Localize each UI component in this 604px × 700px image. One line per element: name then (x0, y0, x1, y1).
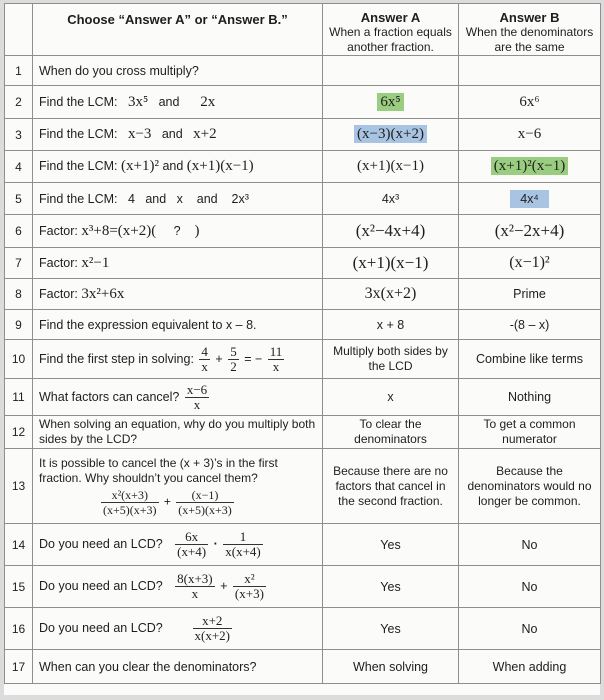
row14-prefix: Do you need an LCD? (39, 536, 163, 551)
row14-f1-num: 6x (175, 530, 208, 545)
row16-answer-a-cell[interactable] (323, 608, 459, 650)
header-answer-b: Answer B (499, 10, 560, 25)
row8-answer-b-cell[interactable] (459, 279, 601, 310)
table-row (5, 608, 601, 650)
row9-answer-a[interactable]: x + 8 (376, 317, 405, 332)
table-row (5, 310, 601, 340)
worksheet (4, 3, 600, 695)
row13-f2-den: (x+5)(x+3) (178, 502, 232, 517)
row15-prefix: Do you need an LCD? (39, 578, 163, 593)
row14-answer-a-cell[interactable] (323, 524, 459, 566)
row13-f2-num: (x−1) (176, 488, 234, 503)
row14-op: · (213, 536, 218, 551)
row11-answer-b-cell[interactable] (459, 379, 601, 416)
row-number: 9 (5, 310, 33, 340)
row11-answer-b[interactable]: Nothing (507, 390, 552, 404)
row6-expr: x³+8=(x+2)( (81, 222, 157, 239)
row11-question (33, 379, 323, 416)
row-number: 17 (5, 650, 33, 684)
table-row (5, 56, 601, 86)
row7-answer-b-cell[interactable] (459, 248, 601, 279)
row17-answer-a-cell[interactable] (323, 650, 459, 684)
row14-answer-b-cell[interactable] (459, 524, 601, 566)
row4-answer-b[interactable]: (x+1)²(x−1) (491, 157, 568, 175)
row6-answer-b[interactable]: (x²−2x+4) (494, 221, 565, 240)
row2-answer-b[interactable]: 6x⁶ (519, 93, 540, 110)
row16-answer-b-cell[interactable] (459, 608, 601, 650)
header-row (5, 4, 601, 56)
row11-prefix: What factors can cancel? (39, 389, 180, 404)
table-row (5, 279, 601, 310)
row8-expr: 3x²+6x (81, 285, 125, 302)
row-number: 12 (5, 416, 33, 449)
row11-f-den: x (193, 396, 201, 412)
row-number: 16 (5, 608, 33, 650)
row16-f-num: x+2 (193, 614, 233, 629)
row-number: 11 (5, 379, 33, 416)
row10-f3-den: x (272, 358, 280, 374)
table-row (5, 119, 601, 151)
row2-question (33, 86, 323, 119)
row17-answer-b-cell[interactable] (459, 650, 601, 684)
row2-answer-b-cell[interactable] (459, 86, 601, 119)
row4-answer-b-cell[interactable] (459, 151, 601, 183)
row12-answer-a-cell[interactable] (323, 416, 459, 449)
row10-answer-a-cell[interactable] (323, 340, 459, 379)
row7-expr: x²−1 (81, 254, 110, 271)
header-answer-a-cell (323, 4, 459, 56)
table-row (5, 183, 601, 215)
row9-question: Find the expression equivalent to x – 8. (33, 310, 323, 340)
row14-answer-a[interactable]: Yes (380, 537, 401, 552)
row11-answer-a[interactable]: x (387, 390, 394, 404)
row6-answer-b-cell[interactable] (459, 215, 601, 248)
row16-fraction (193, 614, 233, 643)
row15-answer-b-cell[interactable] (459, 566, 601, 608)
row7-answer-a-cell[interactable] (323, 248, 459, 279)
table-row (5, 215, 601, 248)
row9-answer-a-cell[interactable] (323, 310, 459, 340)
row16-f-den: x(x+2) (194, 628, 230, 643)
row2-prefix: Find the LCM: (39, 94, 118, 109)
row14-answer-b[interactable]: No (521, 537, 538, 552)
row-number: 8 (5, 279, 33, 310)
row7-answer-b[interactable]: (x−1)² (509, 254, 550, 271)
row6-answer-a[interactable]: (x²−4x+4) (355, 221, 426, 240)
row10-fraction-3 (268, 345, 285, 374)
row2-answer-a-cell[interactable] (323, 86, 459, 119)
row10-fraction-2 (228, 345, 239, 374)
row12-answer-b[interactable]: To get a common numerator (483, 417, 576, 446)
row13-expression (39, 488, 319, 517)
row7-prefix: Factor: (39, 255, 78, 270)
row8-answer-a-cell[interactable] (323, 279, 459, 310)
row14-question (33, 524, 323, 566)
row-number: 1 (5, 56, 33, 86)
row11-answer-a-cell[interactable] (323, 379, 459, 416)
row7-question (33, 248, 323, 279)
row-number: 15 (5, 566, 33, 608)
row15-answer-b[interactable]: No (521, 579, 538, 594)
row3-answer-b-cell[interactable] (459, 119, 601, 151)
row15-question (33, 566, 323, 608)
row10-eq: = (244, 351, 252, 366)
row3-prefix: Find the LCM: (39, 127, 118, 141)
row13-fraction-1 (101, 488, 159, 517)
row8-answer-b[interactable]: Prime (513, 287, 546, 301)
row16-prefix: Do you need an LCD? (39, 620, 163, 635)
row14-f2-num: 1 (223, 530, 263, 545)
row4-and: and (162, 159, 184, 173)
row17-question: When can you clear the denominators? (33, 650, 323, 684)
row13-plus: + (163, 494, 171, 509)
table-row (5, 416, 601, 449)
row17-answer-a[interactable]: When solving (352, 659, 429, 674)
row14-f1-den: (x+4) (177, 544, 207, 559)
row1-answer-b[interactable]: When the denominators are the same (465, 25, 594, 54)
row6-question (33, 215, 323, 248)
row5-and2: and (196, 191, 218, 206)
table-row (5, 566, 601, 608)
row13-text: It is possible to cancel the (x + 3)’s in the first fraction. Why shouldn’t you cancel them? (39, 455, 278, 485)
row13-f1-den: (x+5)(x+3) (103, 502, 157, 517)
row13-answer-b-cell[interactable] (459, 449, 601, 524)
row12-question: When solving an equation, why do you multiply both sides by the LCD? (33, 416, 323, 449)
row4-question (33, 151, 323, 183)
row15-op: + (220, 578, 228, 593)
row5-question (33, 183, 323, 215)
row11-fraction (185, 383, 209, 412)
row6-blank: ? (173, 223, 181, 238)
row4-answer-a[interactable]: (x+1)(x−1) (357, 158, 424, 174)
row10-answer-b-cell[interactable] (459, 340, 601, 379)
row14-f2-den: x(x+4) (225, 544, 261, 559)
header-num (5, 4, 33, 56)
row4-answer-a-cell[interactable] (323, 151, 459, 183)
row15-fraction-1 (175, 572, 215, 601)
row15-f2-den: (x+3) (234, 586, 264, 601)
row-number: 6 (5, 215, 33, 248)
row14-fraction-2 (223, 530, 263, 559)
row-number: 2 (5, 86, 33, 119)
row10-answer-a[interactable]: Multiply both sides by the LCD (333, 344, 448, 373)
header-answer-b-cell (459, 4, 601, 56)
row8-prefix: Factor: (39, 286, 78, 301)
row13-fraction-2 (176, 488, 234, 517)
row13-answer-a-cell[interactable] (323, 449, 459, 524)
row5-answer-a-cell[interactable] (323, 183, 459, 215)
row1-answer-a[interactable]: When a fraction equals another fraction. (329, 25, 452, 54)
table-row (5, 248, 601, 279)
row13-f1-num: x²(x+3) (101, 488, 159, 503)
row3-term1: x−3 (127, 126, 152, 142)
row15-answer-a-cell[interactable] (323, 566, 459, 608)
table-row (5, 379, 601, 416)
row11-f-num: x−6 (186, 381, 208, 397)
row10-fraction-1 (199, 345, 210, 374)
row6-prefix: Factor: (39, 223, 78, 238)
row2-term2: 2x (200, 93, 216, 110)
row10-f3-num: 11 (269, 343, 283, 359)
row17-answer-b[interactable]: When adding (492, 659, 567, 674)
row1-question: When do you cross multiply? (33, 56, 323, 86)
row5-answer-b-cell[interactable] (459, 183, 601, 215)
row4-term2: (x+1)(x−1) (186, 158, 254, 174)
row10-answer-b[interactable]: Combine like terms (476, 352, 583, 366)
table-row (5, 449, 601, 524)
row15-f1-den: x (191, 586, 199, 601)
row14-fraction-1 (175, 530, 208, 559)
row3-question (33, 119, 323, 151)
row10-f2-den: 2 (230, 358, 237, 374)
answer-table (4, 3, 601, 684)
row1-b-spacer (459, 56, 601, 86)
row6-answer-a-cell[interactable] (323, 215, 459, 248)
table-row (5, 340, 601, 379)
row13-answer-b[interactable]: Because the denominators would no longer be common. (467, 463, 592, 508)
table-row (5, 86, 601, 119)
row10-prefix: Find the first step in solving: (39, 351, 194, 366)
row3-and: and (161, 127, 183, 141)
row2-term1: 3x⁵ (127, 93, 149, 110)
row-number: 13 (5, 449, 33, 524)
row2-answer-a[interactable]: 6x⁵ (377, 93, 403, 111)
row10-plus: + (215, 351, 223, 366)
row5-term1: 4 (127, 191, 135, 206)
row5-term2: x (176, 191, 183, 206)
row-number: 10 (5, 340, 33, 379)
table-row (5, 650, 601, 684)
row10-question (33, 340, 323, 379)
row6-close: ) (194, 222, 200, 239)
row3-answer-b[interactable]: x−6 (517, 126, 542, 142)
row3-answer-a[interactable]: (x−3)(x+2) (354, 125, 427, 143)
row10-f1-num: 4 (201, 343, 208, 359)
row16-question (33, 608, 323, 650)
row10-f1-den: x (201, 358, 208, 374)
row5-and1: and (145, 191, 167, 206)
row15-f2-num: x² (233, 572, 266, 587)
row-number: 14 (5, 524, 33, 566)
table-row (5, 524, 601, 566)
row4-term1: (x+1)² (121, 158, 159, 174)
row15-answer-a[interactable]: Yes (380, 579, 401, 594)
row9-answer-b-cell[interactable] (459, 310, 601, 340)
row1-a-spacer (323, 56, 459, 86)
header-answer-a: Answer A (360, 10, 421, 25)
row-number: 7 (5, 248, 33, 279)
row12-answer-b-cell[interactable] (459, 416, 601, 449)
table-row (5, 151, 601, 183)
row16-answer-b[interactable]: No (521, 621, 538, 636)
row-number: 4 (5, 151, 33, 183)
row13-question (33, 449, 323, 524)
header-question: Choose “Answer A” or “Answer B.” (33, 4, 323, 56)
row5-term3: 2x³ (231, 191, 249, 206)
row8-question (33, 279, 323, 310)
row3-term2: x+2 (193, 126, 217, 142)
row4-prefix: Find the LCM: (39, 159, 118, 173)
row2-and: and (158, 94, 180, 109)
row13-answer-a[interactable]: Because there are no factors that cancel in the second fraction. (333, 463, 448, 508)
row9-answer-b[interactable]: -(8 – x) (509, 317, 550, 332)
row-number: 3 (5, 119, 33, 151)
row10-minus: − (254, 351, 263, 366)
row12-answer-a[interactable]: To clear the denominators (354, 417, 427, 446)
row3-answer-a-cell[interactable] (323, 119, 459, 151)
row16-answer-a[interactable]: Yes (380, 621, 401, 636)
row7-answer-a[interactable]: (x+1)(x−1) (352, 253, 429, 272)
row10-f2-num: 5 (230, 343, 237, 359)
row15-fraction-2 (233, 572, 266, 601)
row-number: 5 (5, 183, 33, 215)
row15-f1-num: 8(x+3) (177, 571, 213, 586)
row5-answer-b[interactable]: 4x⁴ (510, 190, 549, 208)
row5-answer-a[interactable]: 4x³ (381, 191, 400, 206)
row5-prefix: Find the LCM: (39, 191, 118, 206)
row8-answer-a[interactable]: 3x(x+2) (364, 285, 417, 302)
